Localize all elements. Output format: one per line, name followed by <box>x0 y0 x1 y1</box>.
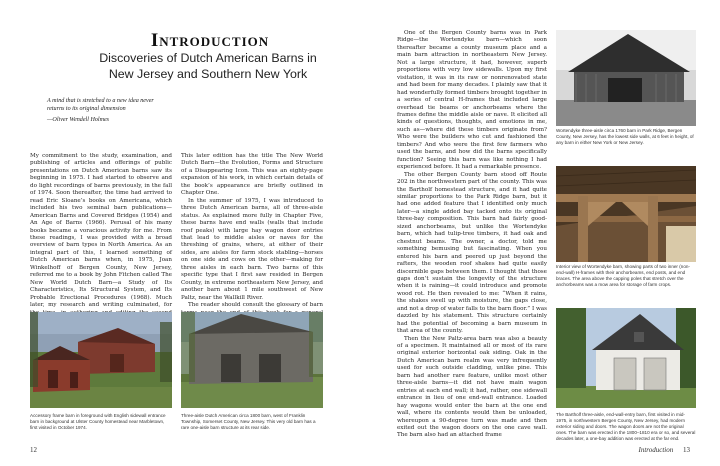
photo-caption-right: Three-aisle Dutch American circa 1800 barn, west of Franklin Township, Somerset County, New Jersey. This very old barn has a rare one-aisle barn structure at its rear side. <box>181 413 316 430</box>
text-column-right <box>397 30 547 460</box>
text-column-1 <box>30 153 172 324</box>
photo-grey-barn <box>181 312 323 408</box>
page-footer-right <box>639 446 691 454</box>
photo-bartholf-barn <box>556 308 696 408</box>
paragraph: The reader should consult the glossary of barn <box>188 302 323 309</box>
paragraph: One of the Bergen County barns was in Park Ridge—the Wortendyke barn—which soon thereafter became a county museum place and a main barn attraction in northeastern New Jersey. Not a large structure, it had, however, superb proportions with very low sidewalls. Upon my first visitation, it was in its raw or nonrenovated state and had been for many decades. I plainly saw that it had wonderfully formed timbers brought together in a series of central H-frames that included large overhead tie beams or anchorbeams where the frames define the middle aisle or nave. It elicited all kinds of questions, thoughts, and emotions in me, such as—where did these timbers originate from? Who were the builders who cut and fashioned the timbers? And who were the first few farmers who used the barns, and how did the barns specifically function? Seeing this barn was like nothing I had experienced before. It had a remarkable presence. <box>397 30 547 171</box>
subtitle-line-1: Discoveries of Dutch American Barns in <box>99 51 317 65</box>
page-number-left: 12 <box>30 446 37 454</box>
paragraph: In the summer of 1975, I was introduced to three Dutch American barns, all of three-aisle status. As explained more fully in Chapter Five, these barns have end walls (walls that include roof peaks) with large hay wagon door entries that lead to middle aisles or naves for the threshing of grains, where, at either of their sides, are aisles for farm stock stabling—horses on one side and cows on the other—making for three aisles in each barn. Two barns of this specific type that I first saw resided in Bergen County, in extreme northeastern New Jersey, and another barn about 1 mile southwest of New Paltz, near the Wallkill River. <box>181 197 323 301</box>
wortendyke-exterior-illustration <box>556 30 696 126</box>
epigraph <box>47 97 247 124</box>
paragraph: Then the New Paltz-area barn was also a beauty of a specimen. It maintained all or most of its rare original exterior horizontal oak siding. Oak in the Dutch American barn realm was very infrequently used for such outside cladding, unlike pine. This barn had another rare feature, unlike most other three-aisle barns—it did not have main wagon entries at each end wall; it had, rather, one sidewall entrance in lieu of one end-wall entrance. Loaded hay wagons would enter the barn at the one end wall, where its contents would then be unloaded, whereupon a 90-degree turn was made and then exited out the wagon doors on the one cave wall. The barn also had an attached frame <box>397 335 547 439</box>
photo-wortendyke-exterior <box>556 30 696 126</box>
grey-barn-illustration <box>181 312 323 408</box>
epigraph-author: —Oliver Wendell Holmes <box>47 117 110 123</box>
photo-wortendyke-interior <box>556 166 696 262</box>
paragraph: My commitment to the study, examination, and publishing of articles and offerings of public presentations on Dutch American barns saw its beginning in 1975. I had started to observe and do light recordings of barns previously, in the fall of 1974. Soon thereafter, the time had arrived to read Eric Sloane’s books on Americana, which included his two seminal barn publications—American Barns and Covered Bridges (1954) and An Age of Barns (1966). Perusal of his many books became a voracious activity for me. From these readings, I was provided with a broad overview of barn types in North America. As an integral part of this, I learned something of Dutch American barns when, in 1975, Joan Winkelhoff of Bergen County, New Jersey, referred me to a book by John Fitchen called The New World Dutch Barn—a Study of Its Characteristics, Its Structural System, and Its Probable Erectional Procedures (1968). Much later, my research and writing culminated, for <box>30 153 172 309</box>
chapter-title: Introduction <box>150 30 270 51</box>
wortendyke-interior-illustration <box>556 166 696 262</box>
photo-caption-bottom: The Bartholf three-aisle, end-wall-entry barn, first visited in mid-1975, in northwestern Bergen County, New Jersey, had modern exterior siding and doors. The wagon doors are not the original ones. The barn was erected in the 1800–1810 era or so, and several decades later, a one-bay addition was erected at the far end. <box>556 412 696 441</box>
photo-red-barns <box>30 312 172 408</box>
paragraph: This later edition has the title The New World Dutch Barn—the Evolution, Forms and Structure of a Disappearing Icon. This was an eighty-page expansion of his work, in which certain details of the book’s appearance are briefly outlined in Chapter One. <box>181 153 323 197</box>
running-footer-label: Introduction <box>638 446 674 454</box>
red-barns-illustration <box>30 312 172 408</box>
photo-caption-top: Wortendyke three-aisle circa 1760 barn in Park Ridge, Bergen County, New Jersey, has the lowest side walls, at 6 feet in height, of any barn in either New York or New Jersey. <box>556 128 694 145</box>
photo-caption-left: Accessory frame barn in foreground with English sidewall entrance barn in background at Ulster County homestead near Marbletown, first visited in October 1974. <box>30 413 166 430</box>
photo-caption-middle: Interior view of Wortendyke barn, showing parts of two inner (non-end-wall) H-frames with their anchorbeams, end posts, and end braces. The area above the capping poles that stretch over the anchorbeams was a mow area for storage of farm crops. <box>556 264 690 287</box>
paragraph: The other Bergen County barn stood off Route 202 in the northwestern part of the county. This was the Bartholf homestead structure, and it had quite similar proportions to the Park Ridge barn, but it had one added feature that I identified only much later—a single added bay tacked onto its original three-bay composition. This barn had fairly good-sized anchorbeams, but unlike the Wortendyke barn, which had tulip-tree timbers, it had oak and chestnut beams. The owner, a doctor, told me something bemusing but fascinating. When you entered his barn and peered up just beyond the rafters, the wooden roof shakes had quite easily discernible gaps between them. I thought that those gaps don’t sustain the longevity of the structure when it is raining—it could introduce and promote wood rot. He then revealed to me: “When it rains, the shakes swell up with moisture, the gaps close, and not a drop of water falls to the barn floor.” I was dazzled by his statement. This structure certainly had the potential of becoming a barn museum in that area of the county. <box>397 171 547 335</box>
epigraph-line-1: A mind that is stretched to a new idea never <box>47 98 154 104</box>
text-column-2 <box>181 153 323 324</box>
subtitle-line-2: New Jersey and Southern New York <box>108 67 308 81</box>
bartholf-barn-illustration <box>556 308 696 408</box>
chapter-subtitle <box>48 50 368 82</box>
epigraph-line-2: returns to its original dimension <box>47 106 126 112</box>
right-page <box>360 0 720 466</box>
page-number-right: 13 <box>683 446 690 454</box>
